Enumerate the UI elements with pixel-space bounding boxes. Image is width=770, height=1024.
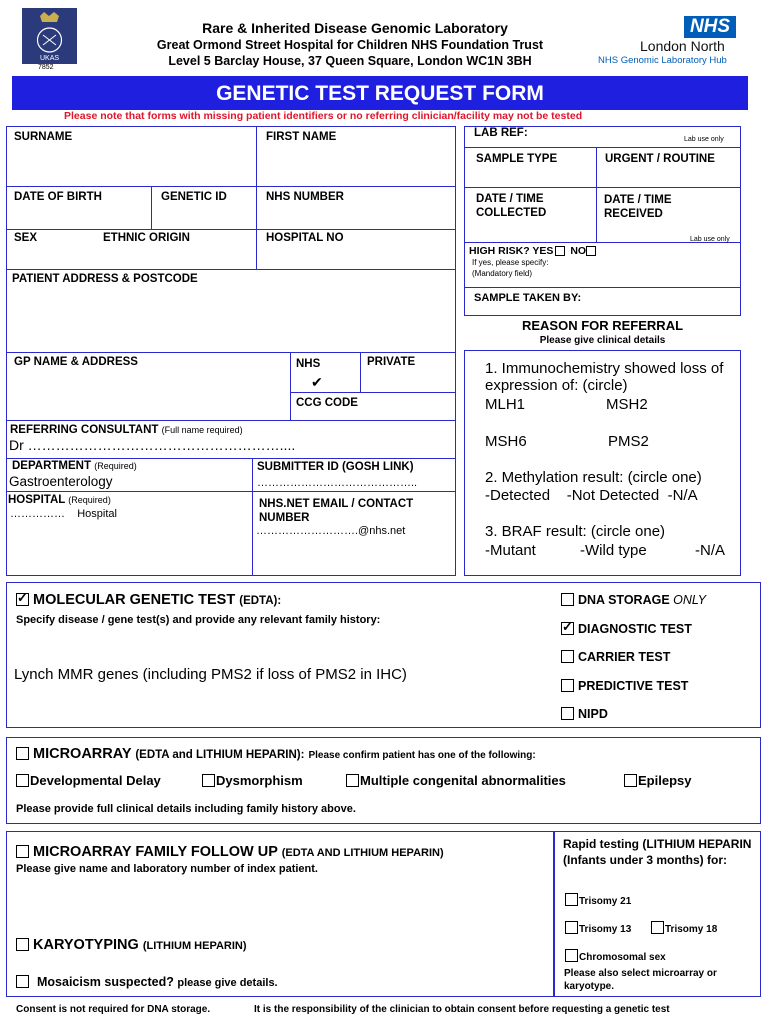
braf-na[interactable]: -N/A	[695, 542, 725, 559]
referring-consultant-label: REFERRING CONSULTANT (Full name required)	[10, 424, 243, 436]
ethnic-origin-label: ETHNIC ORIGIN	[103, 232, 190, 244]
molecular-title: MOLECULAR GENETIC TEST	[33, 592, 236, 608]
region-name: London North	[640, 38, 725, 54]
lab-address: Level 5 Barclay House, 37 Queen Square, London WC1N 3BH	[168, 54, 532, 68]
submitter-id-value[interactable]: ……………………………………..	[257, 477, 418, 489]
developmental-delay-option: Developmental Delay	[16, 773, 161, 788]
referral-item-1: 1. Immunochemistry showed loss of expression of: (circle)	[485, 360, 724, 394]
referring-consultant-value[interactable]: Dr ………………………………………………....	[9, 437, 296, 453]
mlh1[interactable]: MLH1	[485, 396, 526, 413]
diagnostic-row: ✓DIAGNOSTIC TEST	[561, 622, 692, 636]
trisomy21-row: Trisomy 21	[565, 893, 631, 907]
referral-subtitle: Please give clinical details	[539, 335, 666, 346]
carrier-checkbox[interactable]	[561, 650, 574, 663]
epilepsy-checkbox[interactable]	[624, 774, 637, 787]
nipd-row: NIPD	[561, 707, 608, 721]
ukas-number: 7852	[38, 64, 54, 71]
predictive-row: PREDICTIVE TEST	[561, 679, 688, 693]
microarray-details: Please provide full clinical details including family history above.	[16, 803, 356, 815]
trisomy18-row: Trisomy 18	[651, 921, 717, 935]
date-received-label: DATE / TIME RECEIVED	[604, 194, 672, 220]
hospital-value[interactable]: …………… Hospital	[10, 508, 117, 520]
if-yes-note: If yes, please specify:	[472, 258, 549, 267]
multiple-abnormalities-checkbox[interactable]	[346, 774, 359, 787]
first-name-label: FIRST NAME	[266, 131, 337, 143]
high-risk-yes-checkbox[interactable]	[555, 246, 565, 256]
trust-name: Great Ormond Street Hospital for Children NHS Foundation Trust	[156, 38, 544, 52]
form-title: GENETIC TEST REQUEST FORM	[216, 82, 544, 105]
karyotyping-title-row: KARYOTYPING (LITHIUM HEPARIN)	[16, 937, 247, 953]
trisomy18-checkbox[interactable]	[651, 921, 664, 934]
nhs-tick[interactable]: ✔	[311, 374, 323, 390]
rapid-note: Please also select microarray or karyotype.	[564, 968, 717, 992]
responsibility-note: It is the responsibility of the clinician to obtain consent before requesting a genetic test	[254, 1004, 670, 1015]
trisomy13-checkbox[interactable]	[565, 921, 578, 934]
hospital-no-label: HOSPITAL NO	[266, 232, 344, 244]
lab-use-note: Lab use only	[684, 136, 724, 143]
hub-name: NHS Genomic Laboratory Hub	[598, 55, 727, 66]
rapid-title: Rapid testing (LITHIUM HEPARIN (Infants under 3 months) for:	[563, 837, 752, 867]
date-collected-label: DATE / TIME COLLECTED	[476, 193, 547, 219]
department-label: DEPARTMENT (Required)	[12, 460, 137, 472]
microarray-title-row: MICROARRAY (EDTA and LITHIUM HEPARIN): Please confirm patient has one of the following:	[16, 746, 536, 762]
trisomy21-checkbox[interactable]	[565, 893, 578, 906]
msh2[interactable]: MSH2	[606, 396, 648, 413]
msh6[interactable]: MSH6	[485, 433, 527, 450]
high-risk-no-checkbox[interactable]	[586, 246, 596, 256]
form-title-bar	[12, 76, 748, 110]
sample-type-label: SAMPLE TYPE	[476, 153, 558, 165]
dna-storage-row: DNA STORAGE ONLY	[561, 593, 706, 607]
genetic-id-label: GENETIC ID	[161, 191, 227, 203]
ukas-logo	[22, 8, 77, 72]
chromosomal-sex-row: Chromosomal sex	[565, 949, 666, 963]
developmental-delay-checkbox[interactable]	[16, 774, 29, 787]
consent-note: Consent is not required for DNA storage.	[16, 1004, 211, 1015]
dysmorphism-checkbox[interactable]	[202, 774, 215, 787]
chromosomal-sex-checkbox[interactable]	[565, 949, 578, 962]
email-value[interactable]: ……………………….@nhs.net	[256, 525, 406, 537]
braf-wild[interactable]: -Wild type	[580, 542, 647, 559]
dob-label: DATE OF BIRTH	[14, 191, 102, 203]
referral-item-3: 3. BRAF result: (circle one)	[485, 523, 666, 540]
nhs-logo: NHS	[684, 16, 736, 38]
dna-storage-checkbox[interactable]	[561, 593, 574, 606]
sex-label: SEX	[14, 232, 38, 244]
karyotyping-checkbox[interactable]	[16, 938, 29, 951]
karyotyping-title: KARYOTYPING	[33, 937, 139, 953]
followup-note: Please give name and laboratory number of index patient.	[16, 863, 318, 875]
gp-name-label: GP NAME & ADDRESS	[14, 356, 138, 368]
sample-taken-by-label: SAMPLE TAKEN BY:	[474, 292, 582, 304]
methylation-options[interactable]: -Detected -Not Detected -N/A	[485, 487, 698, 504]
dysmorphism-option: Dysmorphism	[202, 773, 303, 788]
warning-text: Please note that forms with missing patient identifiers or no referring clinician/facility may not be tested	[64, 110, 583, 122]
mandatory-note: (Mandatory field)	[472, 269, 533, 278]
molecular-specify: Specify disease / gene test(s) and provide any relevant family history:	[16, 614, 381, 626]
urgent-routine-label: URGENT / ROUTINE	[605, 153, 715, 165]
ukas-text: UKAS	[39, 55, 60, 62]
lab-use-note-2: Lab use only	[690, 236, 730, 243]
surname-label: SURNAME	[14, 131, 73, 143]
patient-address-label: PATIENT ADDRESS & POSTCODE	[12, 273, 198, 285]
mosaicism-checkbox[interactable]	[16, 975, 29, 988]
mosaicism-row: Mosaicism suspected? please give details.	[16, 975, 278, 989]
ccg-code-label: CCG CODE	[296, 397, 358, 409]
email-label: NHS.NET EMAIL / CONTACT NUMBER	[259, 498, 414, 524]
trisomy13-row: Trisomy 13	[565, 921, 631, 935]
epilepsy-option: Epilepsy	[624, 773, 691, 788]
microarray-title: MICROARRAY	[33, 746, 132, 762]
molecular-value[interactable]: Lynch MMR genes (including PMS2 if loss of PMS2 in IHC)	[14, 666, 407, 683]
followup-checkbox[interactable]	[16, 845, 29, 858]
predictive-checkbox[interactable]	[561, 679, 574, 692]
multiple-abnormalities-option: Multiple congenital abnormalities	[346, 773, 566, 788]
nhs-number-label: NHS NUMBER	[266, 191, 344, 203]
high-risk-row: HIGH RISK? YES NO	[469, 245, 598, 257]
carrier-row: CARRIER TEST	[561, 650, 670, 664]
braf-mutant[interactable]: -Mutant	[485, 542, 536, 559]
department-value[interactable]: Gastroenterology	[9, 474, 113, 489]
diagnostic-checkbox[interactable]	[561, 622, 574, 635]
lab-title: Rare & Inherited Disease Genomic Laboratory	[202, 20, 508, 36]
nipd-checkbox[interactable]	[561, 707, 574, 720]
submitter-id-label: SUBMITTER ID (GOSH LINK)	[257, 461, 414, 473]
referral-item-2: 2. Methylation result: (circle one)	[485, 469, 702, 486]
private-option-label: PRIVATE	[367, 356, 416, 368]
followup-title-row: MICROARRAY FAMILY FOLLOW UP (EDTA AND LITHIUM HEPARIN)	[16, 844, 444, 860]
microarray-checkbox[interactable]	[16, 747, 29, 760]
molecular-checkbox[interactable]	[16, 593, 29, 606]
molecular-title-row: ✓MOLECULAR GENETIC TEST (EDTA):	[16, 592, 281, 608]
lab-ref-label: LAB REF:	[474, 127, 528, 139]
pms2[interactable]: PMS2	[608, 433, 649, 450]
followup-title: MICROARRAY FAMILY FOLLOW UP	[33, 844, 278, 860]
referral-title: REASON FOR REFERRAL	[521, 318, 684, 333]
hospital-label: HOSPITAL (Required)	[8, 494, 111, 506]
nhs-option-label: NHS	[296, 358, 321, 370]
